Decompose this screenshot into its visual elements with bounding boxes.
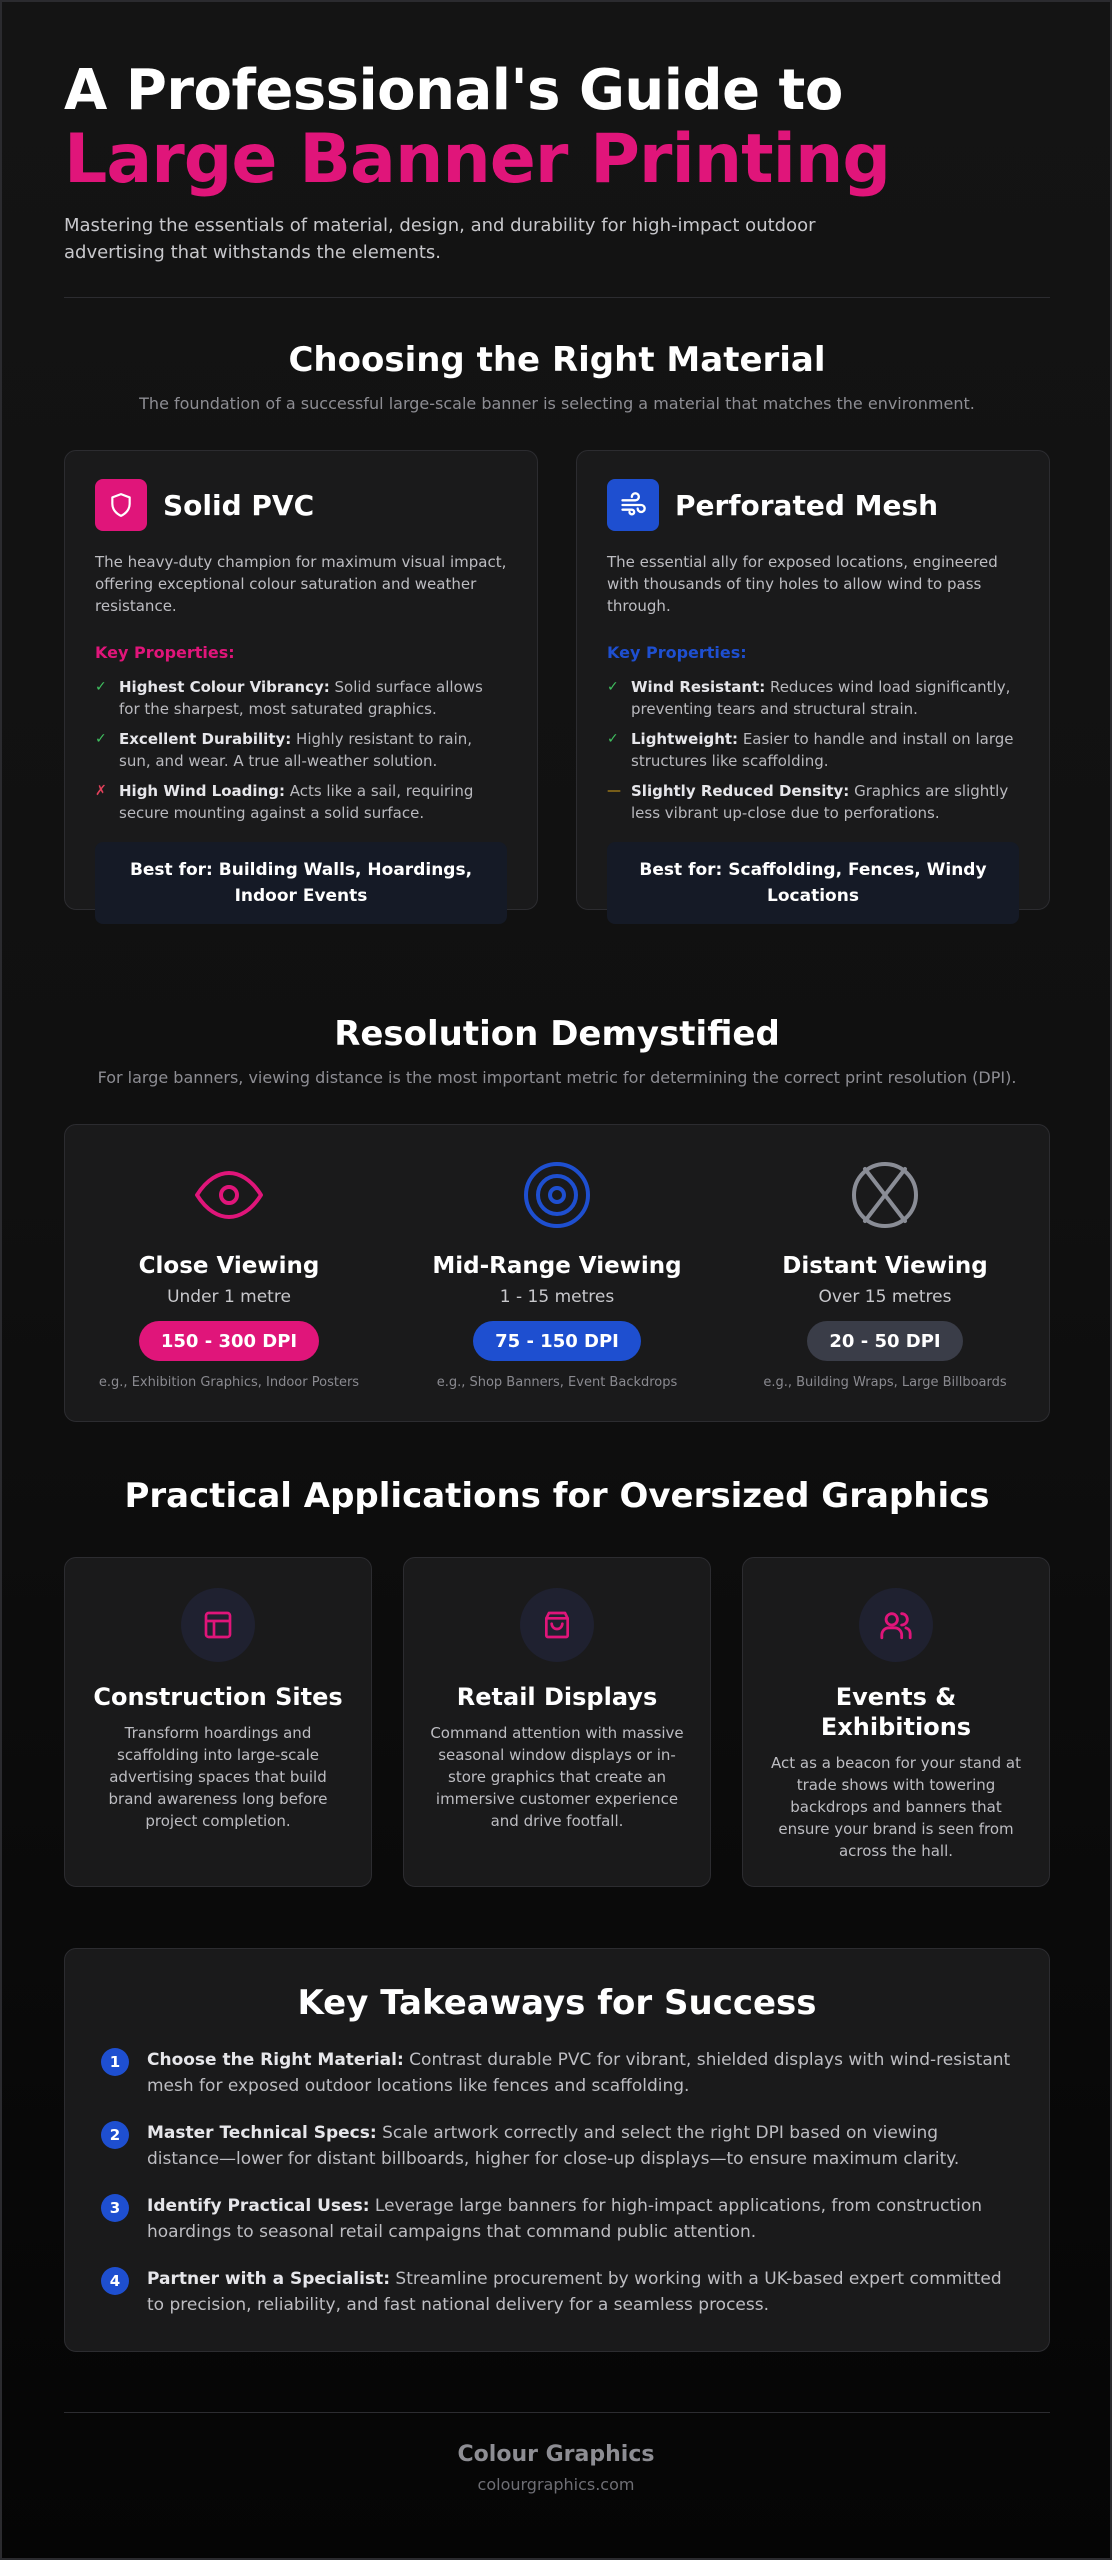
resolution-subtitle: For large banners, viewing distance is the most important metric for determining the correct print resolution (DPI).	[97, 1068, 1017, 1087]
wind-icon	[607, 479, 659, 531]
dpi-badge: 20 - 50 DPI	[807, 1321, 962, 1361]
hero	[64, 60, 1050, 266]
takeaways-list	[101, 2047, 1013, 2318]
list-item: 2 Master Technical Specs: Scale artwork correctly and select the right DPI based on viewing distance—lower for distant billboards, higher for close-up displays—to ensure maximum clarity.	[101, 2120, 1013, 2172]
list-item: ✗ High Wind Loading: Acts like a sail, requiring secure mounting against a solid surface.	[95, 782, 474, 822]
dpi-badge: 75 - 150 DPI	[473, 1321, 641, 1361]
resolution-range: Over 15 metres	[818, 1287, 952, 1307]
footer	[2, 2442, 1110, 2494]
number-badge: 3	[101, 2194, 129, 2222]
layout-icon	[181, 1588, 255, 1662]
target-icon	[521, 1159, 593, 1235]
best-for-box: Best for: Scaffolding, Fences, Windy Locations	[607, 842, 1019, 924]
footer-brand: Colour Graphics	[457, 2442, 655, 2467]
cross-icon: ✗	[95, 783, 107, 799]
materials-subtitle: The foundation of a successful large-scale banner is selecting a material that matches the environment.	[139, 394, 975, 413]
hero-divider	[64, 297, 1050, 298]
eye-icon	[193, 1159, 265, 1235]
hero-subtitle: Mastering the essentials of material, design, and durability for high-impact outdoor advertising that withstands the elements.	[64, 215, 816, 263]
properties-list	[607, 676, 1019, 824]
resolution-range: 1 - 15 metres	[499, 1287, 615, 1307]
properties-list	[95, 676, 507, 824]
number-badge: 1	[101, 2048, 129, 2076]
takeaways-card	[64, 1948, 1050, 2352]
resolution-title-mid: Mid-Range Viewing	[432, 1253, 682, 1279]
check-icon: ✓	[95, 679, 107, 695]
resolution-title-close: Close Viewing	[138, 1253, 320, 1279]
check-icon: ✓	[607, 731, 619, 747]
users-icon	[859, 1588, 933, 1662]
list-item: 3 Identify Practical Uses: Leverage large banners for high-impact applications, from construction hoardings to seasonal retail campaigns that command public attention.	[101, 2193, 1013, 2245]
dpi-badge: 150 - 300 DPI	[139, 1321, 319, 1361]
resolution-example: e.g., Shop Banners, Event Backdrops	[436, 1375, 678, 1390]
material-desc: The heavy-duty champion for maximum visual impact, offering exceptional colour saturation and weather resistance.	[95, 553, 507, 615]
resolution-col-distant	[721, 1159, 1049, 1421]
number-badge: 2	[101, 2121, 129, 2149]
list-item: ✓ Lightweight: Easier to handle and install on large structures like scaffolding.	[607, 730, 1014, 770]
list-item: 4 Partner with a Specialist: Streamline procurement by working with a UK-based expert committed to precision, reliability, and fast national delivery for a seamless process.	[101, 2266, 1013, 2318]
resolution-title: Resolution Demystified	[334, 1014, 780, 1054]
shield-icon	[95, 479, 147, 531]
key-properties-label: Key Properties:	[95, 643, 235, 662]
takeaways-title: Key Takeaways for Success	[297, 1983, 817, 2023]
resolution-col-mid	[393, 1159, 721, 1421]
distance-x-icon	[849, 1159, 921, 1235]
materials-title: Choosing the Right Material	[288, 340, 826, 380]
applications-title: Practical Applications for Oversized Graphics	[124, 1476, 990, 1516]
check-icon: ✓	[95, 731, 107, 747]
material-card-mesh	[576, 450, 1050, 910]
application-desc: Command attention with massive seasonal window displays or in-store graphics that create an immersive customer experience and drive footfall.	[430, 1724, 684, 1830]
material-title: Perforated Mesh	[675, 488, 939, 522]
key-properties-label: Key Properties:	[607, 643, 747, 662]
application-desc: Act as a beacon for your stand at trade shows with towering backdrops and banners that ensure your brand is seen from across the hall.	[771, 1754, 1021, 1860]
best-for-box: Best for: Building Walls, Hoardings, Indoor Events	[95, 842, 507, 924]
resolution-example: e.g., Building Wraps, Large Billboards	[763, 1375, 1007, 1390]
material-card-pvc	[64, 450, 538, 910]
hero-title-line1: A Professional's Guide to	[64, 58, 843, 123]
list-item: ✓ Wind Resistant: Reduces wind load significantly, preventing tears and structural strain.	[607, 678, 1011, 718]
application-title: Construction Sites	[93, 1683, 343, 1711]
materials-header	[64, 340, 1050, 413]
resolution-col-close	[65, 1159, 393, 1421]
list-item: 1 Choose the Right Material: Contrast durable PVC for vibrant, shielded displays with wind-resistant mesh for exposed outdoor locations like fences and scaffolding.	[101, 2047, 1013, 2099]
list-item: ✓ Excellent Durability: Highly resistant to rain, sun, and wear. A true all-weather solution.	[95, 730, 473, 770]
application-desc: Transform hoardings and scaffolding into large-scale advertising spaces that build brand awareness long before project completion.	[108, 1724, 328, 1830]
resolution-card	[64, 1124, 1050, 1422]
check-icon: ✓	[607, 679, 619, 695]
resolution-title-distant: Distant Viewing	[782, 1253, 988, 1279]
resolution-header	[64, 1014, 1050, 1087]
application-card-events	[742, 1557, 1050, 1887]
application-card-construction	[64, 1557, 372, 1887]
application-card-retail	[403, 1557, 711, 1887]
material-title: Solid PVC	[163, 488, 315, 522]
list-item: — Slightly Reduced Density: Graphics are slightly less vibrant up-close due to perforations.	[607, 782, 1009, 822]
resolution-example: e.g., Exhibition Graphics, Indoor Posters	[98, 1375, 360, 1390]
footer-url[interactable]: colourgraphics.com	[477, 2475, 635, 2494]
shopping-bag-icon	[520, 1588, 594, 1662]
footer-divider	[64, 2412, 1050, 2413]
hero-title	[64, 60, 1050, 198]
application-title: Events & Exhibitions	[820, 1683, 972, 1741]
number-badge: 4	[101, 2267, 129, 2295]
list-item: ✓ Highest Colour Vibrancy: Solid surface allows for the sharpest, most saturated graphics.	[95, 678, 483, 718]
application-title: Retail Displays	[456, 1683, 658, 1711]
hero-title-line2: Large Banner Printing	[64, 120, 891, 199]
dash-icon: —	[607, 783, 621, 799]
material-desc: The essential ally for exposed locations, engineered with thousands of tiny holes to allow wind to pass through.	[607, 553, 998, 615]
applications-header	[64, 1476, 1050, 1516]
resolution-range: Under 1 metre	[167, 1287, 291, 1307]
